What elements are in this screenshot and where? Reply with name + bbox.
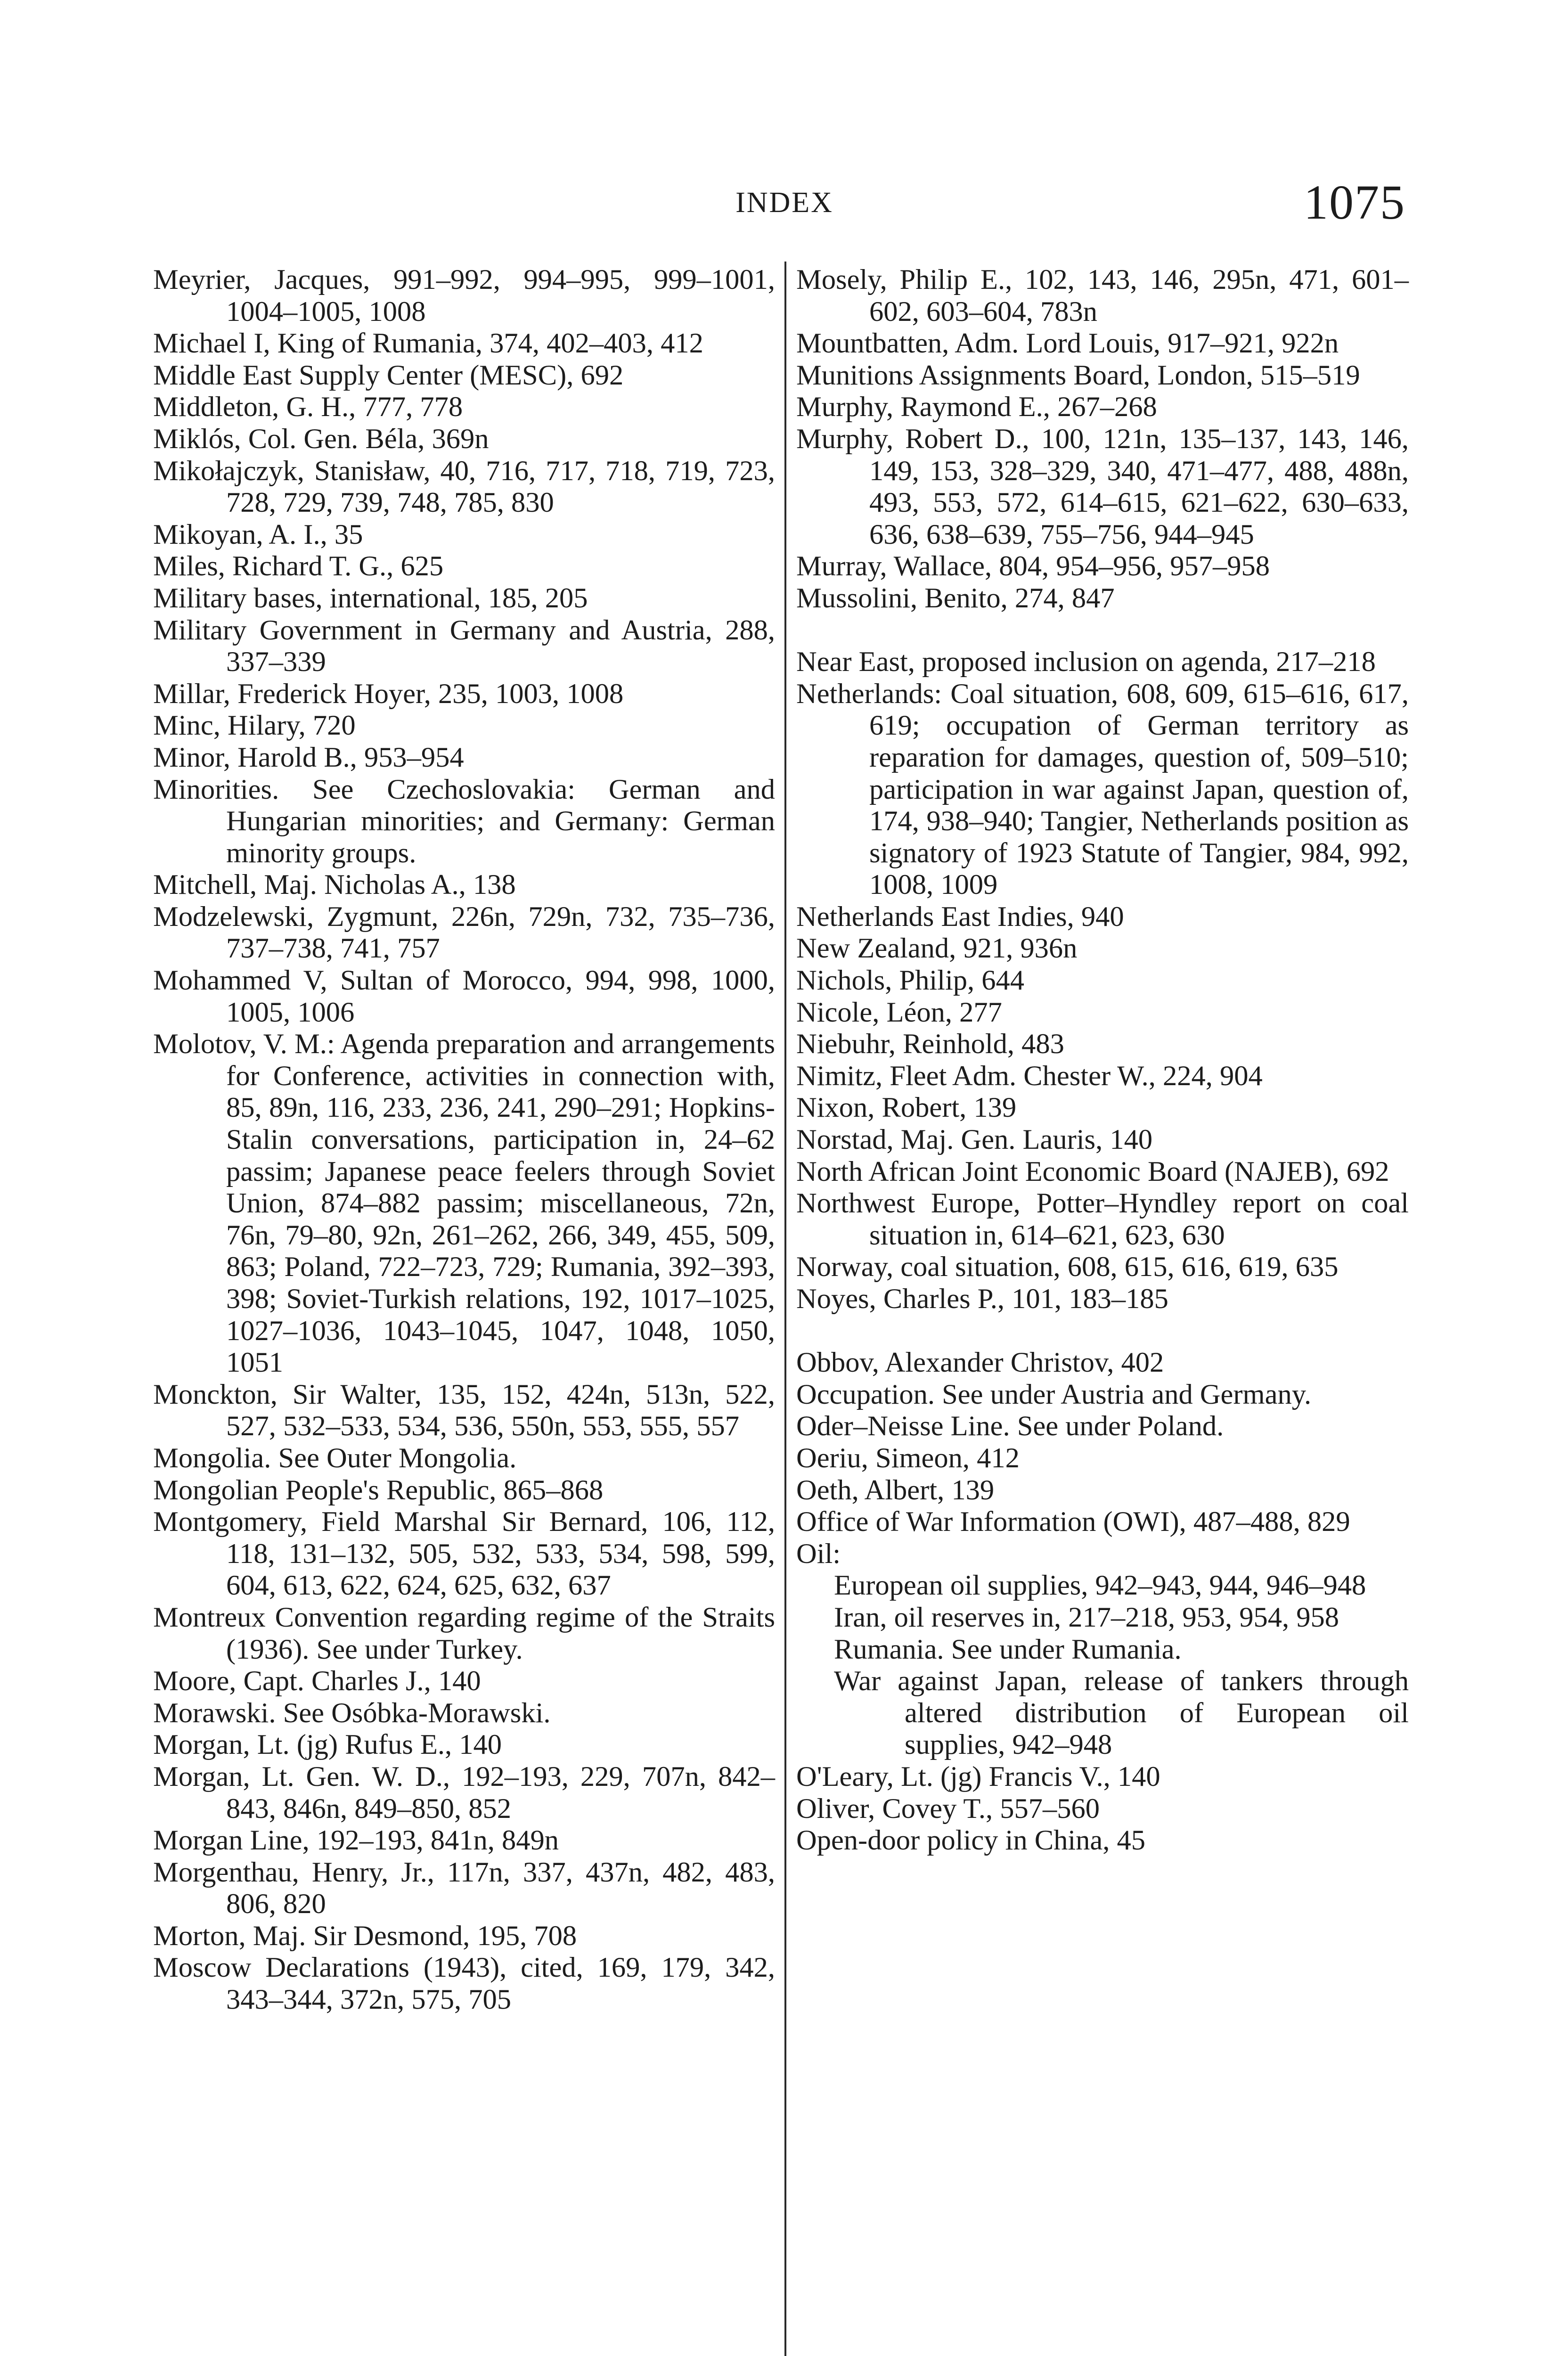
index-entry: Modzelewski, Zygmunt, 226n, 729n, 732, 735–736, 737–738, 741, 757 [153, 900, 775, 965]
index-entry: Morgenthau, Henry, Jr., 117n, 337, 437n, 482, 483, 806, 820 [153, 1856, 775, 1920]
index-entry: Mongolia. See Outer Mongolia. [153, 1442, 517, 1474]
index-sub-entry: Rumania. See under Rumania. [834, 1633, 1182, 1665]
index-entry: Niebuhr, Reinhold, 483 [796, 1028, 1064, 1060]
index-entry: Military Government in Germany and Austria, 288, 337–339 [153, 614, 775, 678]
index-entry: Oeth, Albert, 139 [796, 1474, 995, 1506]
index-entry: Mosely, Philip E., 102, 143, 146, 295n, 471, 601–602, 603–604, 783n [796, 264, 1409, 327]
index-entry: Moore, Capt. Charles J., 140 [153, 1665, 481, 1697]
index-entry: Occupation. See under Austria and Germany. [796, 1378, 1312, 1410]
index-entry: Noyes, Charles P., 101, 183–185 [796, 1283, 1168, 1315]
index-entry: Molotov, V. M.: Agenda preparation and arrangements for Conference, activities in connection with, 85, 89n, 116, 233, 236, 241, 290–291; Hopkins-Stalin conversations, participation in, 24–62 passim; Japanese peace feelers through Soviet Union, 874–882 passim; miscellaneous, 72n, 76n, 79–80, 92n, 261–262, 266, 349, 455, 509, 863; Poland, 722–723, 729; Rumania, 392–393, 398; Soviet-Turkish relations, 192, 1017–1025, 1027–1036, 1043–1045, 1047, 1048, 1050, 1051 [153, 1028, 775, 1379]
index-entry: Oeriu, Simeon, 412 [796, 1442, 1020, 1474]
index-entry: Office of War Information (OWI), 487–488, 829 [796, 1506, 1350, 1538]
index-entry: Nimitz, Fleet Adm. Chester W., 224, 904 [796, 1060, 1263, 1092]
index-entry: Moscow Declarations (1943), cited, 169, 179, 342, 343–344, 372n, 575, 705 [153, 1952, 775, 2016]
index-entry: Mikołajczyk, Stanisław, 40, 716, 717, 718, 719, 723, 728, 729, 739, 748, 785, 830 [153, 455, 775, 519]
index-entry-heading: Oil: [796, 1538, 841, 1570]
index-entry: Morgan Line, 192–193, 841n, 849n [153, 1824, 559, 1857]
index-entry: Murphy, Raymond E., 267–268 [796, 391, 1157, 423]
index-entry: Michael I, King of Rumania, 374, 402–403, 412 [153, 327, 703, 360]
index-entry: Nixon, Robert, 139 [796, 1092, 1017, 1124]
index-entry: Oder–Neisse Line. See under Poland. [796, 1410, 1224, 1442]
index-entry: Mitchell, Maj. Nicholas A., 138 [153, 869, 516, 901]
index-entry: Mikoyan, A. I., 35 [153, 518, 363, 550]
index-entry: Middleton, G. H., 777, 778 [153, 391, 463, 423]
index-entry: Minorities. See Czechoslovakia: German and Hungarian minorities; and Germany: German minority groups. [153, 773, 775, 869]
index-entry: Montreux Convention regarding regime of the Straits (1936). See under Turkey. [153, 1601, 775, 1665]
index-entry: Norstad, Maj. Gen. Lauris, 140 [796, 1124, 1153, 1156]
index-entry: Netherlands: Coal situation, 608, 609, 615–616, 617, 619; occupation of German territory as reparation for damages, question of, 509–510; participation in war against Japan, question of, 174, 938–940; Tangier, Netherlands position as signatory of 1923 Statute of Tangier, 984, 992, 1008, 1009 [796, 678, 1409, 901]
running-head-title: INDEX [735, 187, 833, 219]
index-entry: Meyrier, Jacques, 991–992, 994–995, 999–1001, 1004–1005, 1008 [153, 264, 775, 327]
index-entry: Near East, proposed inclusion on agenda, 217–218 [796, 646, 1376, 678]
index-entry: Mussolini, Benito, 274, 847 [796, 582, 1115, 614]
index-column-right [796, 264, 1409, 1857]
index-column-left [153, 264, 775, 2016]
index-entry: Military bases, international, 185, 205 [153, 582, 588, 614]
index-entry: Miklós, Col. Gen. Béla, 369n [153, 423, 489, 455]
index-sub-entry: European oil supplies, 942–943, 944, 946–948 [834, 1570, 1366, 1602]
index-entry: Miles, Richard T. G., 625 [153, 550, 444, 582]
index-entry: Mohammed V, Sultan of Morocco, 994, 998, 1000, 1005, 1006 [153, 965, 775, 1028]
index-entry: Morgan, Lt. (jg) Rufus E., 140 [153, 1729, 502, 1761]
index-sub-entry: Iran, oil reserves in, 217–218, 953, 954, 958 [834, 1601, 1339, 1633]
index-entry: Morton, Maj. Sir Desmond, 195, 708 [153, 1920, 577, 1952]
index-entry: New Zealand, 921, 936n [796, 933, 1078, 965]
index-entry: Murray, Wallace, 804, 954–956, 957–958 [796, 550, 1270, 582]
index-entry: Netherlands East Indies, 940 [796, 900, 1124, 933]
index-sub-entry: War against Japan, release of tankers through altered distribution of European oil supplies, 942–948 [834, 1665, 1409, 1761]
index-entry: Oliver, Covey T., 557–560 [796, 1792, 1100, 1824]
index-entry: Mountbatten, Adm. Lord Louis, 917–921, 922n [796, 327, 1339, 360]
page-number: 1075 [1304, 175, 1405, 229]
column-divider [784, 262, 786, 2356]
index-entry: Morawski. See Osóbka-Morawski. [153, 1697, 551, 1729]
index-entry: Mongolian People's Republic, 865–868 [153, 1474, 604, 1506]
index-entry: Obbov, Alexander Christov, 402 [796, 1347, 1164, 1379]
index-entry: Northwest Europe, Potter–Hyndley report on coal situation in, 614–621, 623, 630 [796, 1187, 1409, 1251]
index-entry: Nichols, Philip, 644 [796, 965, 1025, 997]
index-entry: Norway, coal situation, 608, 615, 616, 619, 635 [796, 1251, 1339, 1283]
index-entry: Minc, Hilary, 720 [153, 710, 356, 742]
index-entry: Nicole, Léon, 277 [796, 996, 1002, 1028]
index-entry: O'Leary, Lt. (jg) Francis V., 140 [796, 1760, 1160, 1792]
index-entry: Morgan, Lt. Gen. W. D., 192–193, 229, 707n, 842–843, 846n, 849–850, 852 [153, 1760, 775, 1824]
index-entry: Open-door policy in China, 45 [796, 1824, 1146, 1857]
index-entry: Middle East Supply Center (MESC), 692 [153, 359, 624, 391]
index-entry: Monckton, Sir Walter, 135, 152, 424n, 513n, 522, 527, 532–533, 534, 536, 550n, 553, 555, 557 [153, 1378, 775, 1442]
index-entry: Munitions Assignments Board, London, 515–519 [796, 359, 1360, 391]
index-entry: Murphy, Robert D., 100, 121n, 135–137, 143, 146, 149, 153, 328–329, 340, 471–477, 488, 488n, 493, 553, 572, 614–615, 621–622, 630–633, 636, 638–639, 755–756, 944–945 [796, 423, 1409, 550]
index-entry: North African Joint Economic Board (NAJEB), 692 [796, 1155, 1389, 1187]
index-entry: Millar, Frederick Hoyer, 235, 1003, 1008 [153, 678, 624, 710]
index-entry: Minor, Harold B., 953–954 [153, 741, 464, 773]
index-entry: Montgomery, Field Marshal Sir Bernard, 106, 112, 118, 131–132, 505, 532, 533, 534, 598, 599, 604, 613, 622, 624, 625, 632, 637 [153, 1506, 775, 1602]
